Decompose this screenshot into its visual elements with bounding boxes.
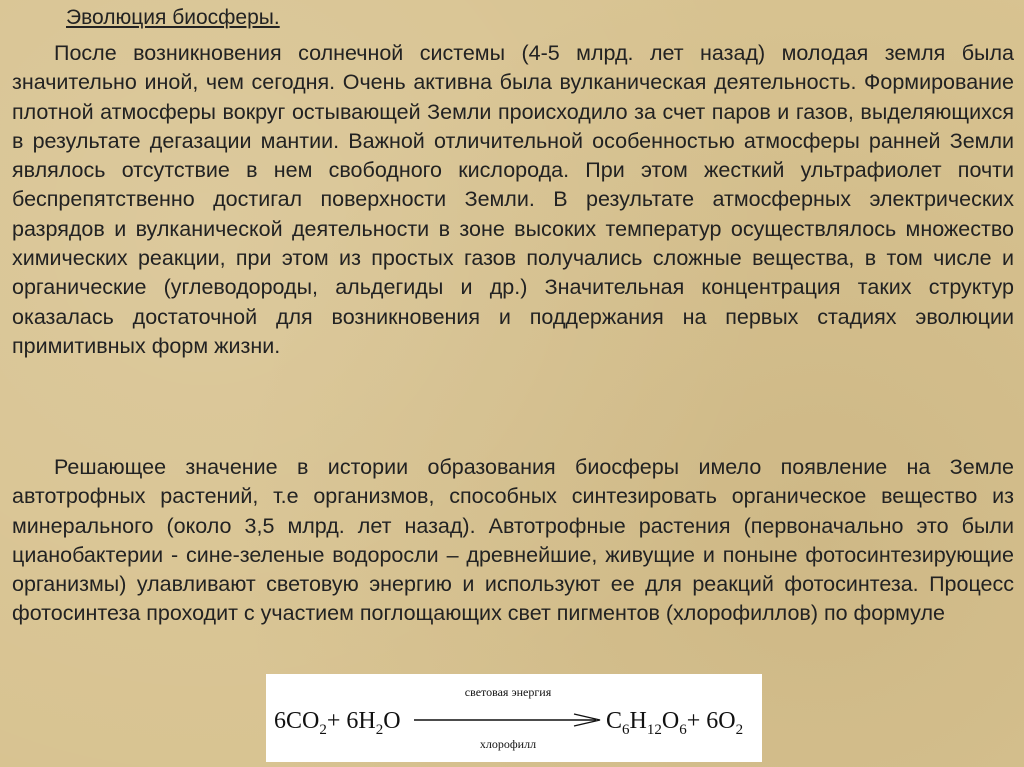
product-glucose: $C_6H_{12}O_6+ 6O_2$ xyxy=(606,708,744,738)
paragraph-origin-of-life: После возникновения солнечной системы (4-5 млрд. лет назад) молодая земля была значительно иной, чем сегодня. Очень активна была вулканическая деятельность. Формирование плотной атмосферы вокруг остывающей Земли происходило за счет паров и газов, выделяющихся в результате дегазации мантии. Важной отличительной особенностью атмосферы ранней Земли являлось отсутствие в нем свободного кислорода. При этом жесткий ультрафиолет почти беспрепятственно достигал поверхности Земли. В результате атмосферных электрических разрядов и вулканической деятельности в зоне высоких температур осуществлялось множество химических реакции, при этом из простых газов получались сложные вещества, в том числе и органические (углеводороды, альдегиды и др.) Значительная концентрация таких структур оказалась достаточной для возникновения и поддержания на первых стадиях эволюции примитивных форм жизни. xyxy=(12,41,1014,358)
photosynthesis-formula xyxy=(266,674,762,762)
slide-title: Эволюция биосферы. xyxy=(66,6,280,29)
photosynthesis-equation-image xyxy=(266,674,762,762)
label-chlorophyll: хлорофилл xyxy=(479,737,537,751)
label-light-energy: световая энергия xyxy=(464,685,552,699)
paragraph-autotrophs: Решающее значение в истории образования биосферы имело появление на Земле автотрофных растений, т.е организмов, способных синтезировать органическое вещество из минерального (около 3,5 млрд. лет назад). Автотрофные растения (первоначально это были цианобактерии - сине-зеленые водоросли – древнейшие, живущие и поныне фотосинтезирующие организмы) улавливают световую энергию и используют ее для реакций фотосинтеза. Процесс фотосинтеза проходит с участием поглощающих свет пигментов (хлорофиллов) по формуле xyxy=(12,455,1014,626)
reactant-co2: $6CO_2+ 6H_2O$ xyxy=(274,708,401,738)
